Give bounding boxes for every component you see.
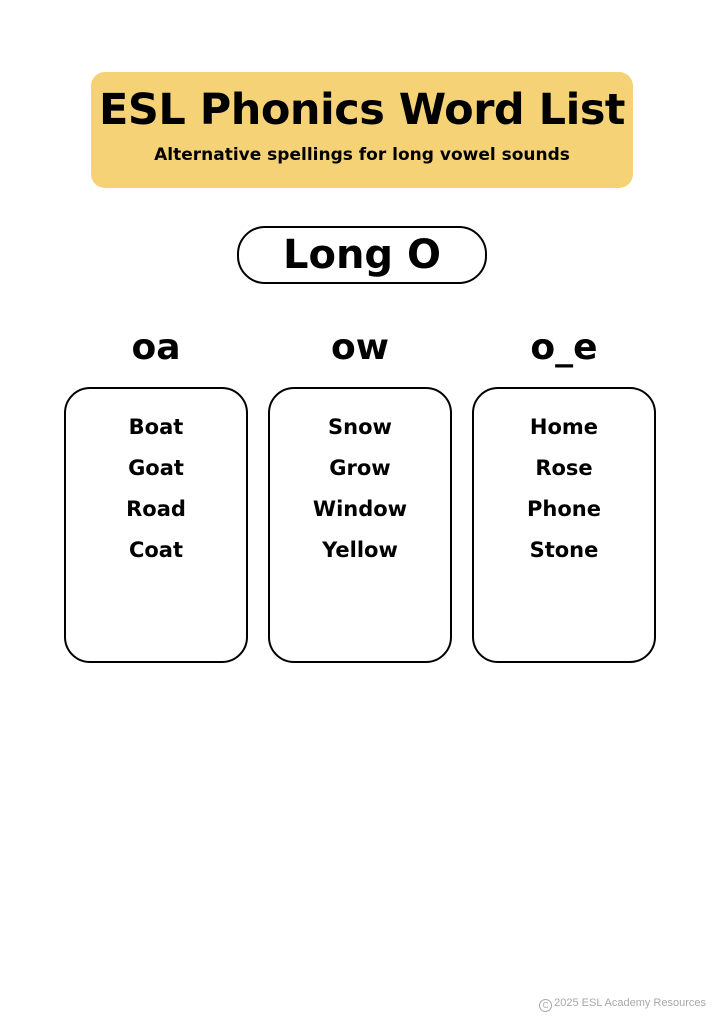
footer-credit bbox=[539, 996, 706, 1012]
column-heading-oa: oa bbox=[131, 327, 181, 368]
word-item: Home bbox=[529, 415, 599, 439]
word-box-o-e bbox=[472, 387, 656, 663]
word-item: Road bbox=[126, 497, 186, 521]
word-item: Rose bbox=[535, 456, 593, 480]
column-heading-ow: ow bbox=[331, 327, 389, 368]
word-list-oa bbox=[66, 389, 246, 571]
word-item: Coat bbox=[128, 538, 184, 562]
word-item: Snow bbox=[328, 415, 392, 439]
page-subtitle: Alternative spellings for long vowel sounds bbox=[154, 145, 570, 165]
footer-text: 2025 ESL Academy Resources bbox=[554, 997, 706, 1009]
word-item: Boat bbox=[128, 415, 184, 439]
word-list-ow bbox=[270, 389, 450, 571]
section-label: Long O bbox=[282, 232, 441, 278]
word-item: Stone bbox=[529, 538, 599, 562]
word-item: Goat bbox=[128, 456, 184, 480]
section-pill bbox=[237, 226, 487, 284]
word-list-o-e bbox=[474, 389, 654, 571]
word-box-oa bbox=[64, 387, 248, 663]
word-box-ow bbox=[268, 387, 452, 663]
word-item: Phone bbox=[527, 497, 601, 521]
word-item: Window bbox=[312, 497, 408, 521]
column-heading-o-e: o_e bbox=[530, 327, 598, 368]
copyright-icon: C bbox=[539, 999, 552, 1012]
word-item: Grow bbox=[329, 456, 391, 480]
word-item: Yellow bbox=[322, 538, 398, 562]
header-banner bbox=[91, 72, 633, 188]
page-title: ESL Phonics Word List bbox=[99, 85, 625, 135]
